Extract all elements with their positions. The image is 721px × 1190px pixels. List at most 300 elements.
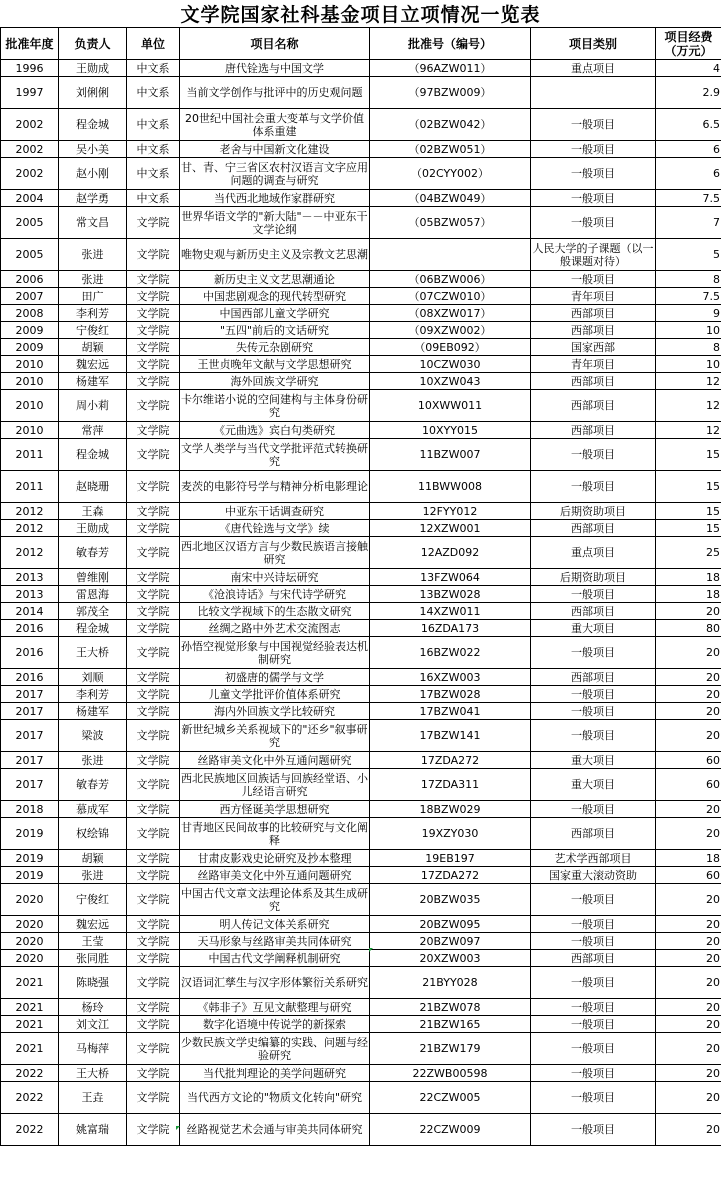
cell-project-name: 卡尔维诺小说的空间建构与主体身份研究: [180, 390, 370, 422]
cell-funds: 7.5: [656, 190, 721, 207]
cell-unit: 文学院: [127, 884, 180, 916]
cell-year: 2010: [1, 422, 59, 439]
cell-project-category: 国家重大滚动资助: [531, 867, 656, 884]
table-row: [1, 239, 721, 271]
cell-leader: 程金城: [59, 109, 127, 141]
cell-year: 2009: [1, 322, 59, 339]
cell-project-name: 中国西部儿童文学研究: [180, 305, 370, 322]
table-row: [1, 637, 721, 669]
cell-approval-number: （02BZW042）: [370, 109, 531, 141]
cell-project-name: 《唐代铨选与文学》续: [180, 520, 370, 537]
table-row: [1, 950, 721, 967]
cell-approval-number: （97BZW009）: [370, 77, 531, 109]
cell-year: 2018: [1, 801, 59, 818]
table-row: [1, 288, 721, 305]
cell-leader: 张同胜: [59, 950, 127, 967]
cell-year: 2004: [1, 190, 59, 207]
table-row: [1, 867, 721, 884]
cell-funds: 60: [656, 769, 721, 801]
cell-leader: 赵小刚: [59, 158, 127, 190]
table-row: [1, 356, 721, 373]
cell-leader: 杨建军: [59, 703, 127, 720]
cell-approval-number: 22ZWB00598: [370, 1065, 531, 1082]
cell-year: 2017: [1, 752, 59, 769]
cell-unit: 文学院: [127, 271, 180, 288]
cell-project-category: 一般项目: [531, 1114, 656, 1146]
table-row: [1, 520, 721, 537]
table-row: [1, 801, 721, 818]
cell-project-category: 一般项目: [531, 439, 656, 471]
cell-leader: 敏春芳: [59, 769, 127, 801]
table-row: [1, 1016, 721, 1033]
cell-project-name: 《元曲选》宾白句类研究: [180, 422, 370, 439]
cell-unit: 文学院: [127, 769, 180, 801]
table-row: [1, 1114, 721, 1146]
table-row: [1, 1082, 721, 1114]
cell-comment-marker: [176, 1126, 180, 1130]
cell-approval-number: （02CYY002）: [370, 158, 531, 190]
cell-project-category: 青年项目: [531, 288, 656, 305]
cell-funds: 7.5: [656, 288, 721, 305]
table-row: [1, 916, 721, 933]
cell-funds: 18: [656, 569, 721, 586]
cell-project-category: 后期资助项目: [531, 503, 656, 520]
cell-project-category: 西部项目: [531, 950, 656, 967]
table-row: [1, 603, 721, 620]
cell-unit: 文学院: [127, 1033, 180, 1065]
cell-leader: 郭茂全: [59, 603, 127, 620]
cell-project-name: 比较文学视域下的生态散文研究: [180, 603, 370, 620]
cell-unit: 文学院: [127, 1114, 180, 1146]
cell-leader: 王垚: [59, 1082, 127, 1114]
cell-unit: 文学院: [127, 720, 180, 752]
cell-approval-number: 10XWW011: [370, 390, 531, 422]
cell-leader: 张进: [59, 752, 127, 769]
cell-unit: 文学院: [127, 950, 180, 967]
cell-approval-number: 16BZW022: [370, 637, 531, 669]
cell-funds: 20: [656, 703, 721, 720]
cell-funds: 6: [656, 141, 721, 158]
table-row: [1, 769, 721, 801]
cell-project-category: 一般项目: [531, 207, 656, 239]
cell-year: 2012: [1, 537, 59, 569]
cell-funds: 20: [656, 1114, 721, 1146]
cell-project-name: 中国悲剧观念的现代转型研究: [180, 288, 370, 305]
cell-project-category: 一般项目: [531, 1082, 656, 1114]
cell-project-name: 数字化语境中传说学的新探索: [180, 1016, 370, 1033]
cell-project-name: 西北民族地区回族话与回族经堂语、小儿经语言研究: [180, 769, 370, 801]
cell-project-category: 一般项目: [531, 686, 656, 703]
cell-funds: 20: [656, 1082, 721, 1114]
cell-project-category: 一般项目: [531, 271, 656, 288]
cell-project-category: 一般项目: [531, 586, 656, 603]
cell-leader: 周小莉: [59, 390, 127, 422]
cell-unit: 文学院: [127, 916, 180, 933]
cell-unit: 文学院: [127, 569, 180, 586]
cell-unit: 文学院: [127, 603, 180, 620]
cell-project-name: 南宋中兴诗坛研究: [180, 569, 370, 586]
cell-leader: 胡颖: [59, 339, 127, 356]
cell-project-category: 国家西部: [531, 339, 656, 356]
cell-project-name: 丝绸之路中外艺术交流图志: [180, 620, 370, 637]
cell-year: 2021: [1, 999, 59, 1016]
cell-unit: 文学院: [127, 322, 180, 339]
cell-approval-number: 16XZW003: [370, 669, 531, 686]
cell-project-name: 汉语词汇孳生与汉字形体繁衍关系研究: [180, 967, 370, 999]
cell-leader: 王勋成: [59, 520, 127, 537]
cell-unit: 文学院: [127, 305, 180, 322]
cell-leader: 陈晓强: [59, 967, 127, 999]
cell-year: 2020: [1, 950, 59, 967]
cell-unit: 文学院: [127, 373, 180, 390]
cell-project-category: 重大项目: [531, 620, 656, 637]
cell-project-category: 重点项目: [531, 537, 656, 569]
header-funds: 项目经费（万元）: [656, 28, 721, 60]
table-row: [1, 439, 721, 471]
header-approval-number: 批准号（编号）: [370, 28, 531, 60]
table-row: [1, 422, 721, 439]
cell-project-name: 《沧浪诗话》与宋代诗学研究: [180, 586, 370, 603]
cell-unit: 文学院: [127, 288, 180, 305]
cell-unit: 文学院: [127, 620, 180, 637]
table-row: [1, 390, 721, 422]
cell-project-name: 中国古代文章文法理论体系及其生成研究: [180, 884, 370, 916]
cell-project-name: 甘青地区民间故事的比较研究与文化阐释: [180, 818, 370, 850]
cell-project-category: 一般项目: [531, 158, 656, 190]
cell-unit: 文学院: [127, 339, 180, 356]
cell-unit: 文学院: [127, 503, 180, 520]
cell-leader: 姚富瑞: [59, 1114, 127, 1146]
header-row: [1, 28, 721, 60]
cell-leader: 曾维刚: [59, 569, 127, 586]
cell-project-name: 唯物史观与新历史主义及宗教文艺思潮: [180, 239, 370, 271]
cell-leader: 田广: [59, 288, 127, 305]
table-row: [1, 669, 721, 686]
cell-project-name: 少数民族文学史编纂的实践、问题与经验研究: [180, 1033, 370, 1065]
cell-unit: 文学院: [127, 999, 180, 1016]
cell-funds: 20: [656, 884, 721, 916]
cell-year: 2013: [1, 586, 59, 603]
table-row: [1, 503, 721, 520]
cell-year: 2019: [1, 867, 59, 884]
cell-year: 2020: [1, 884, 59, 916]
cell-leader: 慕成军: [59, 801, 127, 818]
cell-year: 2005: [1, 239, 59, 271]
cell-year: 2002: [1, 141, 59, 158]
cell-project-category: 一般项目: [531, 703, 656, 720]
cell-funds: 20: [656, 637, 721, 669]
cell-year: 2010: [1, 373, 59, 390]
cell-unit: 文学院: [127, 801, 180, 818]
cell-year: 2021: [1, 967, 59, 999]
cell-unit: 文学院: [127, 1016, 180, 1033]
cell-funds: 20: [656, 686, 721, 703]
cell-unit: 文学院: [127, 471, 180, 503]
cell-funds: 60: [656, 752, 721, 769]
cell-unit: 文学院: [127, 1065, 180, 1082]
cell-unit: 文学院: [127, 818, 180, 850]
cell-funds: 20: [656, 950, 721, 967]
cell-project-name: 儿童文学批评价值体系研究: [180, 686, 370, 703]
cell-approval-number: 21BYY028: [370, 967, 531, 999]
cell-project-name: 当代批判理论的美学问题研究: [180, 1065, 370, 1082]
cell-leader: 张进: [59, 239, 127, 271]
cell-project-category: 一般项目: [531, 1065, 656, 1082]
cell-approval-number: 17ZDA311: [370, 769, 531, 801]
table-row: [1, 1065, 721, 1082]
cell-funds: 20: [656, 603, 721, 620]
cell-project-name: 初盛唐的儒学与文学: [180, 669, 370, 686]
cell-unit: 文学院: [127, 686, 180, 703]
cell-unit: 文学院: [127, 537, 180, 569]
cell-unit: 文学院: [127, 867, 180, 884]
table-row: [1, 471, 721, 503]
cell-project-category: 西部项目: [531, 322, 656, 339]
cell-project-name: 文学人类学与当代文学批评范式转换研究: [180, 439, 370, 471]
table-row: [1, 720, 721, 752]
cell-unit: 中文系: [127, 60, 180, 77]
cell-year: 2002: [1, 109, 59, 141]
cell-leader: 敏春芳: [59, 537, 127, 569]
cell-project-category: 一般项目: [531, 1033, 656, 1065]
table-row: [1, 933, 721, 950]
table-row: [1, 60, 721, 77]
cell-project-name: 当代西北地域作家群研究: [180, 190, 370, 207]
cell-project-category: 一般项目: [531, 1016, 656, 1033]
cell-project-name: 丝路审美文化中外互通问题研究: [180, 752, 370, 769]
table-row: [1, 1033, 721, 1065]
cell-leader: 胡颖: [59, 850, 127, 867]
cell-approval-number: （09EB092）: [370, 339, 531, 356]
cell-year: 2011: [1, 471, 59, 503]
cell-unit: 文学院: [127, 637, 180, 669]
cell-funds: 20: [656, 916, 721, 933]
cell-project-name: 天马形象与丝路审美共同体研究: [180, 933, 370, 950]
cell-approval-number: 22CZW005: [370, 1082, 531, 1114]
cell-unit: 文学院: [127, 1082, 180, 1114]
cell-project-name: 中国古代文学阐释机制研究: [180, 950, 370, 967]
cell-unit: 文学院: [127, 390, 180, 422]
cell-project-name: 王世贞晚年文献与文学思想研究: [180, 356, 370, 373]
cell-unit: 文学院: [127, 703, 180, 720]
cell-project-category: 西部项目: [531, 422, 656, 439]
header-project-name: 项目名称: [180, 28, 370, 60]
cell-leader: 赵晓珊: [59, 471, 127, 503]
cell-year: 2020: [1, 933, 59, 950]
cell-approval-number: 12FYY012: [370, 503, 531, 520]
cell-funds: 20: [656, 801, 721, 818]
cell-leader: 杨玲: [59, 999, 127, 1016]
table-row: [1, 703, 721, 720]
cell-unit: 文学院: [127, 967, 180, 999]
cell-year: 2016: [1, 637, 59, 669]
cell-funds: 2.9: [656, 77, 721, 109]
cell-project-name: 西方怪诞美学思想研究: [180, 801, 370, 818]
cell-funds: 6: [656, 158, 721, 190]
cell-project-category: 一般项目: [531, 999, 656, 1016]
cell-approval-number: （05BZW057）: [370, 207, 531, 239]
cell-funds: 12: [656, 422, 721, 439]
cell-project-name: 海外回族文学研究: [180, 373, 370, 390]
cell-leader: 雷恩海: [59, 586, 127, 603]
cell-approval-number: 10XYY015: [370, 422, 531, 439]
cell-approval-number: 17ZDA272: [370, 752, 531, 769]
cell-unit: 文学院: [127, 356, 180, 373]
cell-project-name: 当前文学创作与批评中的历史观问题: [180, 77, 370, 109]
cell-project-name: 海内外回族文学比较研究: [180, 703, 370, 720]
cell-project-name: 明人传记文体关系研究: [180, 916, 370, 933]
cell-leader: 王勋成: [59, 60, 127, 77]
cell-funds: 8: [656, 339, 721, 356]
cell-approval-number: 14XZW011: [370, 603, 531, 620]
cell-project-name: 甘肃皮影戏史论研究及抄本整理: [180, 850, 370, 867]
cell-year: 2021: [1, 1016, 59, 1033]
cell-funds: 20: [656, 1065, 721, 1082]
cell-project-category: 西部项目: [531, 520, 656, 537]
cell-year: 2022: [1, 1065, 59, 1082]
cell-funds: 4: [656, 60, 721, 77]
cell-approval-number: 12AZD092: [370, 537, 531, 569]
cell-leader: 吴小美: [59, 141, 127, 158]
cell-funds: 18: [656, 850, 721, 867]
cell-approval-number: 19XZY030: [370, 818, 531, 850]
cell-funds: 20: [656, 967, 721, 999]
table-row: [1, 620, 721, 637]
cell-leader: 王大桥: [59, 637, 127, 669]
cell-project-name: 失传元杂剧研究: [180, 339, 370, 356]
table-row: [1, 158, 721, 190]
cell-project-category: 一般项目: [531, 190, 656, 207]
cell-leader: 宁俊红: [59, 322, 127, 339]
cell-year: 1996: [1, 60, 59, 77]
cell-leader: 宁俊红: [59, 884, 127, 916]
cell-year: 2010: [1, 356, 59, 373]
cell-project-name: 丝路视觉艺术会通与审美共同体研究: [180, 1114, 370, 1146]
cell-funds: 20: [656, 933, 721, 950]
cell-comment-marker: [369, 948, 373, 952]
cell-unit: 文学院: [127, 933, 180, 950]
cell-funds: 12: [656, 390, 721, 422]
cell-funds: 60: [656, 867, 721, 884]
cell-leader: 刘文江: [59, 1016, 127, 1033]
cell-project-category: 一般项目: [531, 801, 656, 818]
cell-year: 2009: [1, 339, 59, 356]
cell-year: 2012: [1, 520, 59, 537]
table-row: [1, 109, 721, 141]
cell-approval-number: （96AZW011）: [370, 60, 531, 77]
cell-approval-number: 10XZW043: [370, 373, 531, 390]
projects-table: [0, 27, 721, 1146]
cell-project-category: [531, 77, 656, 109]
cell-funds: 15: [656, 439, 721, 471]
cell-year: 2011: [1, 439, 59, 471]
cell-project-name: 西北地区汉语方言与少数民族语言接触研究: [180, 537, 370, 569]
cell-project-name: 麦茨的电影符号学与精神分析电影理论: [180, 471, 370, 503]
cell-approval-number: 16ZDA173: [370, 620, 531, 637]
cell-leader: 杨建军: [59, 373, 127, 390]
cell-funds: 10: [656, 356, 721, 373]
cell-leader: 赵学勇: [59, 190, 127, 207]
cell-project-name: 丝路审美文化中外互通问题研究: [180, 867, 370, 884]
table-row: [1, 271, 721, 288]
cell-year: 2012: [1, 503, 59, 520]
table-row: [1, 586, 721, 603]
cell-approval-number: 13BZW028: [370, 586, 531, 603]
cell-funds: 15: [656, 503, 721, 520]
cell-project-category: 一般项目: [531, 471, 656, 503]
cell-leader: 程金城: [59, 439, 127, 471]
cell-leader: 王大桥: [59, 1065, 127, 1082]
table-row: [1, 884, 721, 916]
cell-funds: 15: [656, 520, 721, 537]
cell-unit: 文学院: [127, 752, 180, 769]
table-row: [1, 373, 721, 390]
cell-approval-number: 11BWW008: [370, 471, 531, 503]
cell-unit: 中文系: [127, 109, 180, 141]
table-row: [1, 190, 721, 207]
header-project-category: 项目类别: [531, 28, 656, 60]
cell-funds: 20: [656, 1033, 721, 1065]
cell-project-category: 一般项目: [531, 109, 656, 141]
header-leader: 负责人: [59, 28, 127, 60]
cell-leader: 魏宏远: [59, 916, 127, 933]
cell-unit: 文学院: [127, 669, 180, 686]
table-row: [1, 322, 721, 339]
cell-approval-number: 17BZW028: [370, 686, 531, 703]
cell-leader: 李利芳: [59, 686, 127, 703]
cell-funds: 6.5: [656, 109, 721, 141]
cell-approval-number: 20BZW035: [370, 884, 531, 916]
cell-approval-number: 13FZW064: [370, 569, 531, 586]
cell-project-name: 世界华语文学的"新大陆"－－中亚东干文学论纲: [180, 207, 370, 239]
cell-approval-number: 17ZDA272: [370, 867, 531, 884]
cell-funds: 7: [656, 207, 721, 239]
table-row: [1, 207, 721, 239]
cell-approval-number: 21BZW078: [370, 999, 531, 1016]
cell-leader: 权绘锦: [59, 818, 127, 850]
cell-approval-number: 17BZW141: [370, 720, 531, 752]
cell-project-category: 后期资助项目: [531, 569, 656, 586]
cell-year: 2016: [1, 669, 59, 686]
table-row: [1, 305, 721, 322]
cell-project-category: 西部项目: [531, 669, 656, 686]
cell-project-category: 一般项目: [531, 916, 656, 933]
cell-funds: 25: [656, 537, 721, 569]
cell-unit: 中文系: [127, 141, 180, 158]
cell-project-name: 中亚东干话调查研究: [180, 503, 370, 520]
cell-leader: 梁波: [59, 720, 127, 752]
cell-approval-number: （06BZW006）: [370, 271, 531, 288]
cell-year: 2002: [1, 158, 59, 190]
table-row: [1, 818, 721, 850]
cell-funds: 10: [656, 322, 721, 339]
cell-approval-number: 19EB197: [370, 850, 531, 867]
cell-year: 2022: [1, 1082, 59, 1114]
cell-approval-number: 17BZW041: [370, 703, 531, 720]
cell-funds: 20: [656, 669, 721, 686]
cell-year: 2016: [1, 620, 59, 637]
cell-project-category: 西部项目: [531, 373, 656, 390]
cell-project-name: 当代西方文论的"物质文化转向"研究: [180, 1082, 370, 1114]
header-unit: 单位: [127, 28, 180, 60]
cell-funds: 20: [656, 1016, 721, 1033]
cell-project-category: 重大项目: [531, 769, 656, 801]
cell-unit: 文学院: [127, 422, 180, 439]
table-row: [1, 967, 721, 999]
table-body: [1, 60, 721, 1146]
cell-year: 2017: [1, 686, 59, 703]
cell-project-name: 孙悟空视觉形象与中国视觉经验表达机制研究: [180, 637, 370, 669]
